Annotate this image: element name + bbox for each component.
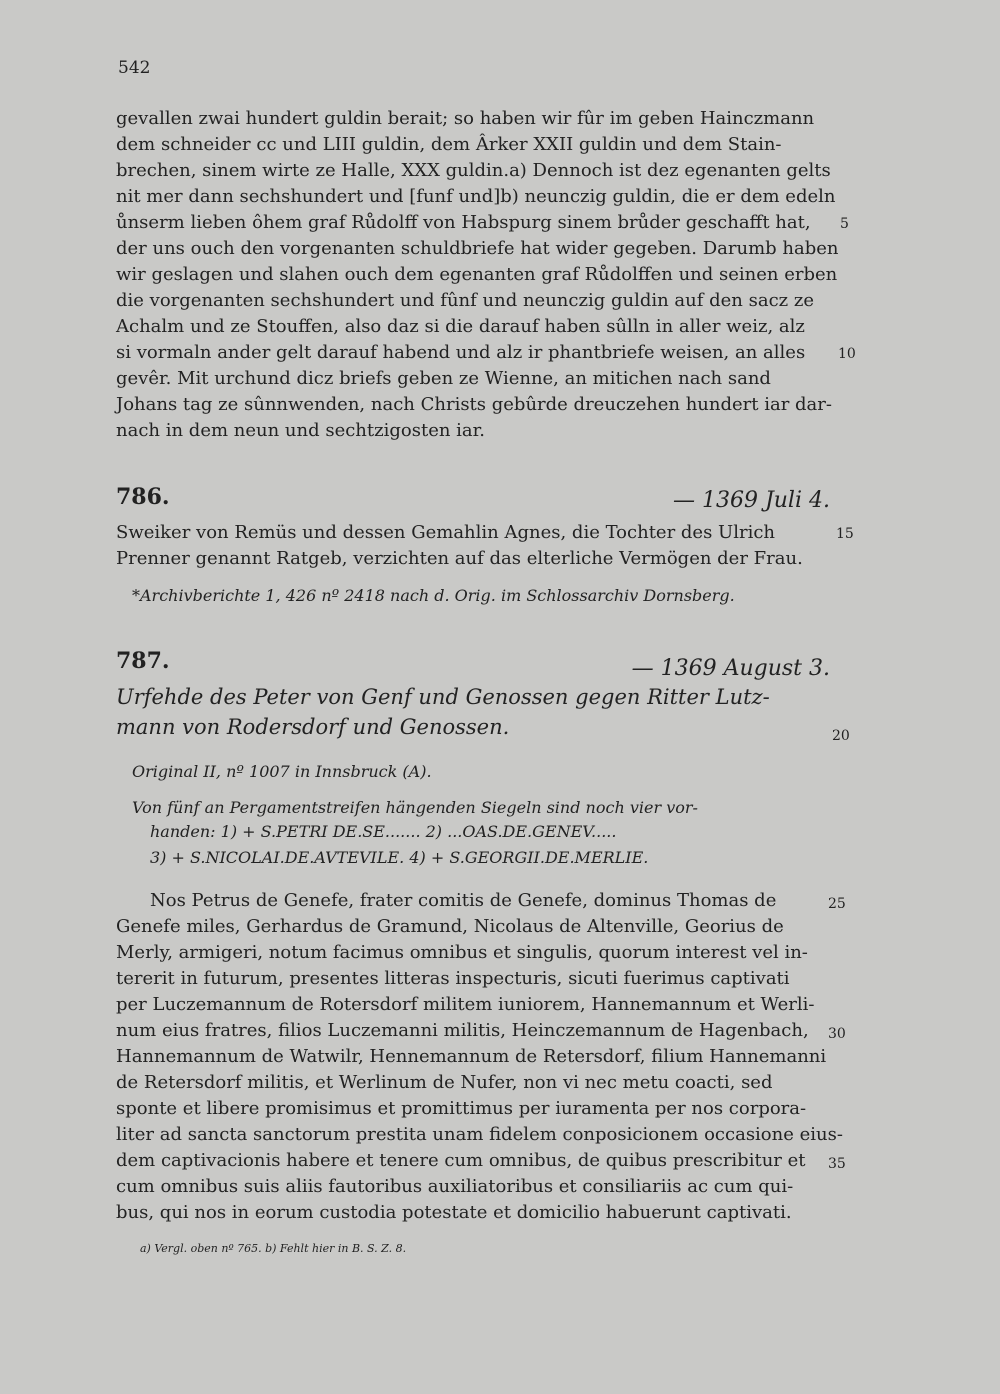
entry-summary-line: mann von Rodersdorf und Genossen. bbox=[116, 715, 510, 739]
text-line: bus, qui nos in eorum custodia potestate et domicilio habuerunt captivati. bbox=[116, 1202, 792, 1223]
text-line: per Luczemannum de Rotersdorf militem iuniorem, Hannemannum et Werli- bbox=[116, 994, 815, 1015]
entry-number: 787. bbox=[116, 648, 170, 674]
entry-date: — 1369 Juli 4. bbox=[672, 488, 830, 513]
entry-summary-line: Sweiker von Remüs und dessen Gemahlin Agnes, die Tochter des Ulrich bbox=[116, 522, 776, 543]
entry-number: 786. bbox=[116, 484, 170, 510]
page-number: 542 bbox=[118, 58, 151, 78]
text-line: brechen, sinem wirte ze Halle, XXX guldin.a) Dennoch ist dez egenanten gelts bbox=[116, 160, 831, 181]
text-line: Achalm und ze Stouffen, also daz si die darauf haben sûlln in aller weiz, alz bbox=[116, 316, 805, 337]
text-line: tererit in futurum, presentes litteras inspecturis, sicuti fuerimus captivati bbox=[116, 968, 790, 989]
footnotes: a) Vergl. oben nº 765. b) Fehlt hier in B. S. Z. 8. bbox=[140, 1242, 407, 1255]
margin-line-number: 35 bbox=[828, 1156, 846, 1172]
text-line: cum omnibus suis aliis fautoribus auxiliatoribus et consiliariis ac cum qui- bbox=[116, 1176, 794, 1197]
text-line: nit mer dann sechshundert und [funf und]b) neunczig guldin, die er dem edeln bbox=[116, 186, 836, 207]
text-line: dem captivacionis habere et tenere cum omnibus, de quibus prescribitur et bbox=[116, 1150, 806, 1171]
text-line: dem schneider cc und LIII guldin, dem Ârker XXII guldin und dem Stain- bbox=[116, 134, 782, 155]
text-line: gevallen zwai hundert guldin berait; so haben wir fûr im geben Hainczmann bbox=[116, 108, 815, 129]
seal-description-line: 3) + S.NICOLAI.DE.AVTEVILE. 4) + S.GEORGII.DE.MERLIE. bbox=[150, 848, 649, 867]
margin-line-number: 10 bbox=[838, 346, 856, 362]
text-line: Genefe miles, Gerhardus de Gramund, Nicolaus de Altenville, Georius de bbox=[116, 916, 784, 937]
margin-line-number: 20 bbox=[832, 728, 850, 744]
entry-summary-line: Urfehde des Peter von Genf und Genossen gegen Ritter Lutz- bbox=[116, 685, 770, 709]
text-line: der uns ouch den vorgenanten schuldbriefe hat wider gegeben. Darumb haben bbox=[116, 238, 839, 259]
source-note: *Archivberichte 1, 426 nº 2418 nach d. Orig. im Schlossarchiv Dornsberg. bbox=[132, 586, 735, 605]
entry-date: — 1369 August 3. bbox=[631, 656, 830, 681]
text-line: liter ad sancta sanctorum prestita unam fidelem conposicionem occasione eius- bbox=[116, 1124, 843, 1145]
text-line: Nos Petrus de Genefe, frater comitis de Genefe, dominus Thomas de bbox=[150, 890, 777, 911]
text-line: num eius fratres, filios Luczemanni militis, Heinczemannum de Hagenbach, bbox=[116, 1020, 809, 1041]
text-line: Merly, armigeri, notum facimus omnibus et singulis, quorum interest vel in- bbox=[116, 942, 808, 963]
entry-summary-line: Prenner genannt Ratgeb, verzichten auf das elterliche Vermögen der Frau. bbox=[116, 548, 803, 569]
text-line: sponte et libere promisimus et promittimus per iuramenta per nos corpora- bbox=[116, 1098, 807, 1119]
seal-description-line: Von fünf an Pergamentstreifen hängenden Siegeln sind noch vier vor- bbox=[132, 798, 698, 817]
text-line: si vormaln ander gelt darauf habend und alz ir phantbriefe weisen, an alles bbox=[116, 342, 806, 363]
text-line: de Retersdorf militis, et Werlinum de Nufer, non vi nec metu coacti, sed bbox=[116, 1072, 773, 1093]
original-note: Original II, nº 1007 in Innsbruck (A). bbox=[132, 762, 432, 781]
seal-description-line: handen: 1) + S.PETRI DE.SE....... 2) ...OAS.DE.GENEV..... bbox=[150, 822, 617, 841]
margin-line-number: 25 bbox=[828, 896, 846, 912]
text-line: wir geslagen und slahen ouch dem egenanten graf Růdolffen und seinen erben bbox=[116, 264, 838, 285]
margin-line-number: 15 bbox=[836, 526, 854, 542]
text-line: ůnserm lieben ôhem graf Růdolff von Habspurg sinem brůder geschafft hat, bbox=[116, 212, 811, 233]
margin-line-number: 5 bbox=[840, 216, 849, 232]
text-line: Johans tag ze sûnnwenden, nach Christs gebûrde dreuczehen hundert iar dar- bbox=[116, 394, 832, 415]
text-line: Hannemannum de Watwilr, Hennemannum de Retersdorf, filium Hannemanni bbox=[116, 1046, 827, 1067]
text-line: die vorgenanten sechshundert und fûnf und neunczig guldin auf den sacz ze bbox=[116, 290, 815, 311]
text-line: gevêr. Mit urchund dicz briefs geben ze Wienne, an mitichen nach sand bbox=[116, 368, 771, 389]
margin-line-number: 30 bbox=[828, 1026, 846, 1042]
text-line: nach in dem neun und sechtzigosten iar. bbox=[116, 420, 486, 441]
